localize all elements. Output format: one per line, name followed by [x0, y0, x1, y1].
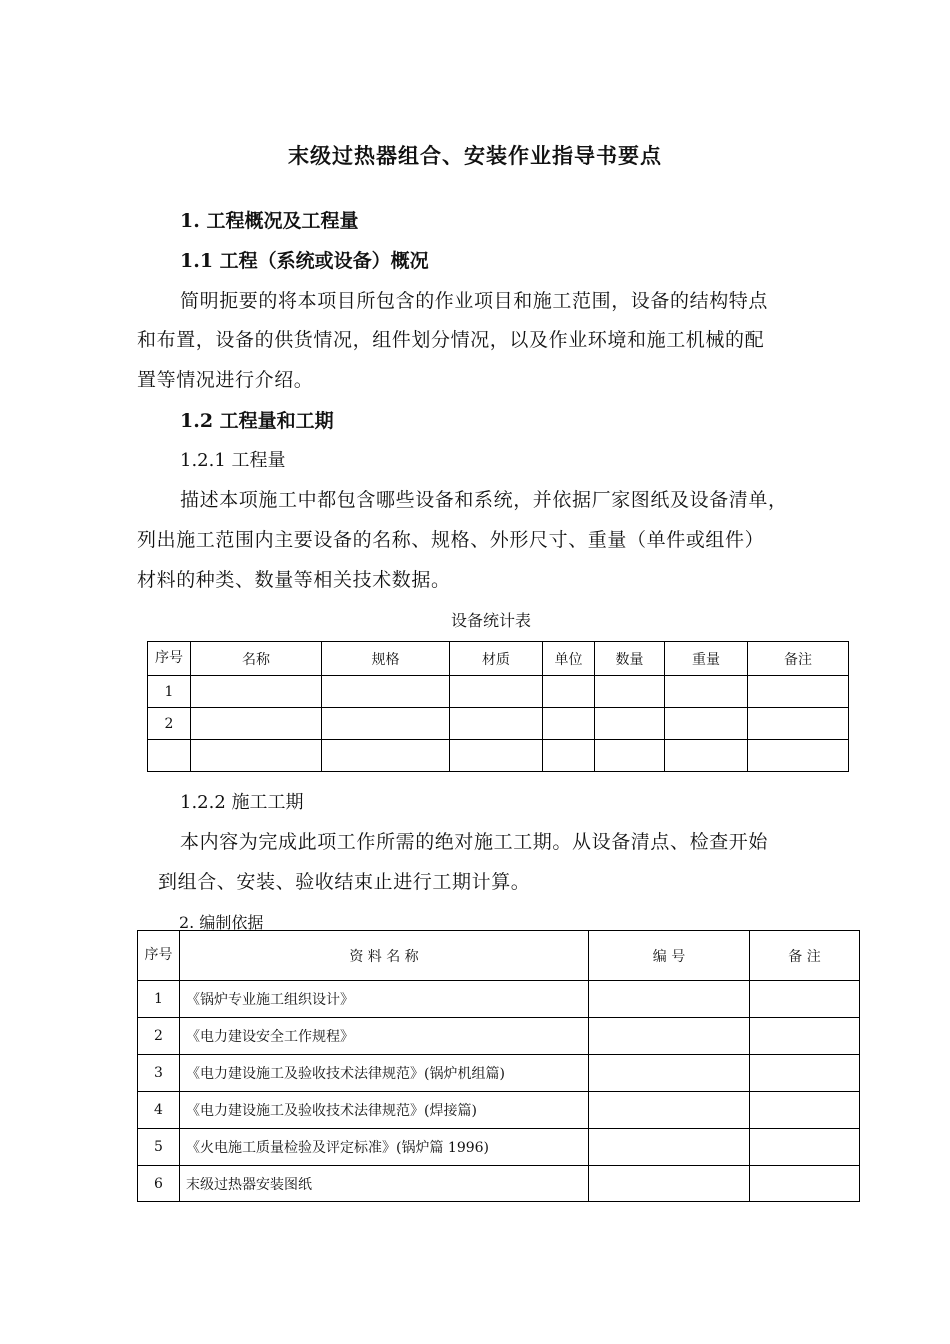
table-row — [138, 981, 860, 1018]
table-cell: 2 — [138, 1018, 180, 1055]
table-row — [138, 1129, 860, 1166]
table-cell — [665, 676, 748, 708]
table-cell — [589, 1055, 750, 1092]
table-cell: 《电力建设施工及验收技术法律规范》(焊接篇) — [180, 1092, 589, 1129]
table-cell: 《火电施工质量检验及评定标准》(锅炉篇 1996) — [180, 1129, 589, 1166]
table-cell — [595, 676, 665, 708]
table-row — [148, 708, 849, 740]
header-cell-weight: 重量 — [665, 642, 748, 676]
table-row — [138, 1018, 860, 1055]
equipment-table-caption: 设备统计表 — [451, 611, 532, 630]
equipment-table-header-row — [148, 642, 849, 676]
header-cell-index: 序号 — [138, 931, 180, 981]
section-1-2-2-heading: 1.2.2 施工工期 — [180, 792, 304, 813]
table-cell: 末级过热器安装图纸 — [180, 1166, 589, 1202]
table-cell — [748, 676, 849, 708]
table-cell — [191, 708, 322, 740]
table-row — [148, 740, 849, 772]
table-cell — [148, 740, 191, 772]
table-cell — [750, 1166, 860, 1202]
references-table-header-row — [138, 931, 860, 981]
header-cell-index: 序号 — [148, 642, 191, 676]
section-1-2-heading: 1.2 工程量和工期 — [180, 410, 334, 432]
header-cell-unit: 单位 — [543, 642, 595, 676]
header-cell-document-name: 资 料 名 称 — [180, 931, 589, 981]
table-cell — [665, 740, 748, 772]
table-cell — [665, 708, 748, 740]
table-cell: 《电力建设施工及验收技术法律规范》(锅炉机组篇) — [180, 1055, 589, 1092]
table-cell — [589, 1018, 750, 1055]
table-cell — [750, 1092, 860, 1129]
header-cell-quantity: 数量 — [595, 642, 665, 676]
section-1-2-1-heading: 1.2.1 工程量 — [180, 450, 286, 471]
section-1-heading: 1. 工程概况及工程量 — [180, 210, 359, 232]
table-row — [138, 1166, 860, 1202]
header-cell-name: 名称 — [191, 642, 322, 676]
table-cell: 5 — [138, 1129, 180, 1166]
table-cell — [750, 981, 860, 1018]
table-cell — [450, 676, 543, 708]
quantity-line-1: 描述本项施工中都包含哪些设备和系统，并依据厂家图纸及设备清单， — [180, 489, 788, 511]
header-cell-remarks: 备 注 — [750, 931, 860, 981]
table-cell — [750, 1018, 860, 1055]
table-row — [148, 676, 849, 708]
table-cell — [543, 708, 595, 740]
table-cell — [191, 676, 322, 708]
header-cell-remarks: 备注 — [748, 642, 849, 676]
table-cell — [450, 740, 543, 772]
table-cell — [595, 708, 665, 740]
section-2-heading: 2. 编制依据 — [179, 913, 264, 932]
table-cell — [322, 708, 450, 740]
table-cell — [450, 708, 543, 740]
table-cell: 《锅炉专业施工组织设计》 — [180, 981, 589, 1018]
table-cell: 1 — [138, 981, 180, 1018]
page-title: 末级过热器组合、安装作业指导书要点 — [288, 143, 662, 168]
table-cell: 2 — [148, 708, 191, 740]
overview-line-1: 简明扼要的将本项目所包含的作业项目和施工范围，设备的结构特点 — [180, 290, 769, 312]
table-cell — [543, 676, 595, 708]
quantity-line-2: 列出施工范围内主要设备的名称、规格、外形尺寸、重量（单件或组件） — [137, 529, 765, 551]
table-cell — [748, 708, 849, 740]
table-cell — [191, 740, 322, 772]
equipment-table — [147, 641, 849, 772]
quantity-line-3: 材料的种类、数量等相关技术数据。 — [137, 569, 451, 591]
table-row — [138, 1055, 860, 1092]
header-cell-material: 材质 — [450, 642, 543, 676]
references-table — [137, 930, 860, 1202]
table-cell — [589, 1129, 750, 1166]
section-1-1-heading: 1.1 工程（系统或设备）概况 — [180, 250, 429, 272]
table-cell — [322, 740, 450, 772]
overview-line-2: 和布置，设备的供货情况，组件划分情况，以及作业环境和施工机械的配 — [137, 329, 765, 351]
table-cell — [589, 981, 750, 1018]
table-cell — [748, 740, 849, 772]
table-cell — [750, 1129, 860, 1166]
table-cell: 6 — [138, 1166, 180, 1202]
table-cell — [589, 1092, 750, 1129]
table-cell — [595, 740, 665, 772]
table-cell: 1 — [148, 676, 191, 708]
schedule-line-1: 本内容为完成此项工作所需的绝对施工工期。从设备清点、检查开始 — [180, 831, 769, 853]
table-cell — [750, 1055, 860, 1092]
table-cell — [543, 740, 595, 772]
schedule-line-2: 到组合、安装、验收结束止进行工期计算。 — [158, 871, 531, 893]
header-cell-spec: 规格 — [322, 642, 450, 676]
table-cell: 3 — [138, 1055, 180, 1092]
table-row — [138, 1092, 860, 1129]
table-cell — [589, 1166, 750, 1202]
table-cell: 《电力建设安全工作规程》 — [180, 1018, 589, 1055]
overview-line-3: 置等情况进行介绍。 — [137, 369, 314, 391]
header-cell-number: 编 号 — [589, 931, 750, 981]
table-cell: 4 — [138, 1092, 180, 1129]
table-cell — [322, 676, 450, 708]
